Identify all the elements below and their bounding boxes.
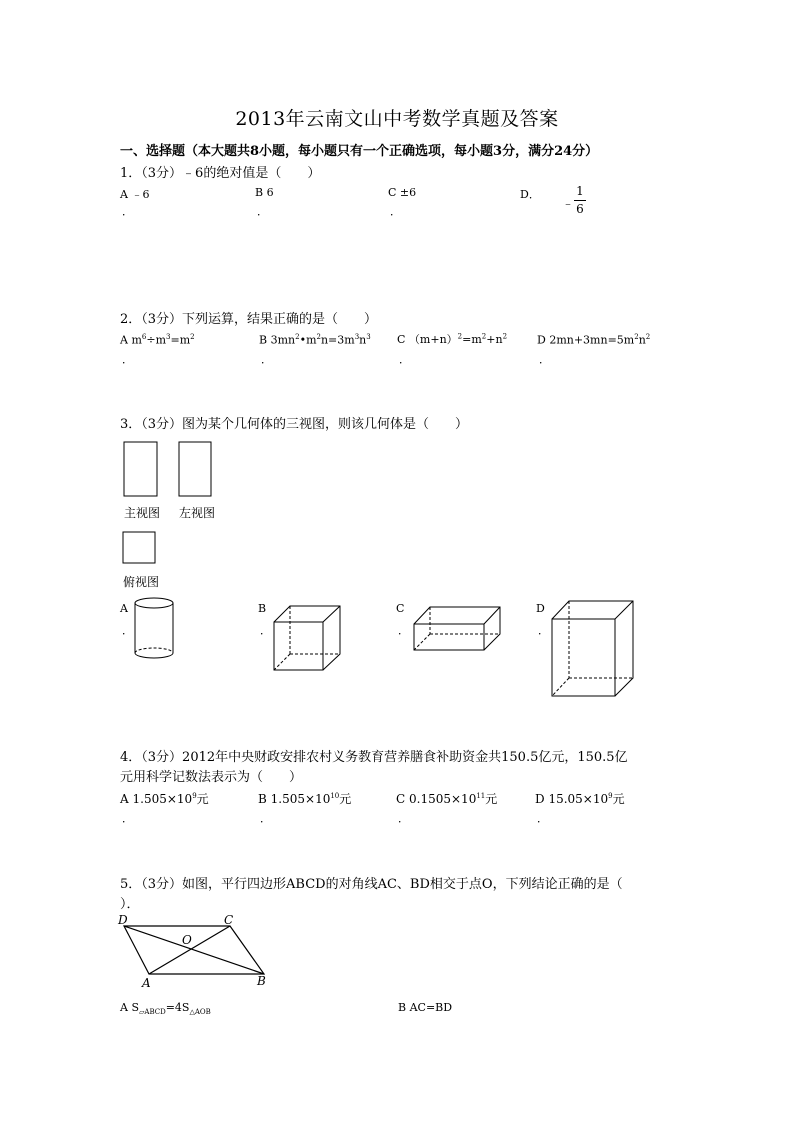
q1-option-a-dot: ．: [122, 205, 133, 218]
q2-option-d-dot: ．: [539, 353, 550, 366]
q1-option-a: A ﹣6: [120, 188, 150, 201]
q3-option-a-cylinder: [135, 598, 173, 658]
side-view-rect: [179, 442, 211, 496]
q3-option-d-letter: D: [536, 602, 545, 615]
q3-option-d-dot: ．: [538, 624, 549, 637]
q1-option-b-dot: ．: [257, 205, 268, 218]
front-view-label: 主视图: [124, 506, 161, 520]
page-title: 2013年云南文山中考数学真题及答案: [235, 108, 559, 130]
q3-option-d-tall-box: [552, 601, 633, 696]
question-5-stem-line1: 5．（3分）如图，平行四边形ABCD的对角线AC、BD相交于点O，下列结论正确的是（: [120, 877, 623, 892]
q4-option-a: A $1.505\times 10^9$元: [120, 792, 209, 806]
q3-option-c-letter: C: [396, 602, 405, 615]
q4-option-d: D $15.05\times 10^9$元: [535, 792, 625, 806]
q3-option-b-letter: B: [258, 602, 267, 615]
q2-option-c-dot: ．: [399, 353, 410, 366]
q1-option-d-denominator: 6: [576, 202, 584, 216]
section-heading: 一、选择题（本大题共8小题，每小题只有一个正确选项，每小题3分，满分24分）: [120, 144, 599, 159]
q3-option-b-dot: ．: [260, 624, 271, 637]
q4-option-c: C $0.1505\times 10^{11}$元: [396, 792, 498, 806]
top-view-label: 俯视图: [123, 575, 160, 589]
q2-option-c: C $(m+n)^2=m^2+n^2$: [397, 332, 508, 346]
question-5-stem-line2: ）．: [120, 897, 140, 912]
top-view-rect: [123, 532, 155, 563]
q3-option-a-letter: A: [120, 602, 128, 615]
question-3-stem: 3．（3分）图为某个几何体的三视图，则该几何体是（ ）: [120, 417, 469, 432]
q3-option-c-prism: [414, 607, 500, 650]
q4-option-d-dot: ．: [537, 812, 548, 825]
q2-option-b-dot: ．: [261, 353, 272, 366]
q2-option-b: B $3mn^2•m^2n=3m^3n^3$: [259, 333, 371, 347]
q5-point-c-label: C: [224, 913, 234, 927]
q4-option-b-dot: ．: [260, 812, 271, 825]
q2-option-d: D $2mn+3mn=5m^2n^2$: [537, 333, 651, 347]
q1-option-c-dot: ．: [390, 205, 401, 218]
q5-point-o-label: O: [182, 933, 192, 947]
q5-point-a-label: A: [142, 976, 151, 990]
question-1-stem: 1．（3分）﹣6的绝对值是（ ）: [120, 166, 321, 181]
front-view-rect: [124, 442, 157, 496]
q5-point-d-label: D: [118, 913, 128, 927]
q4-option-a-dot: ．: [122, 812, 133, 825]
q3-option-a-dot: ．: [122, 624, 133, 637]
q1-option-d: D．: [520, 188, 540, 201]
q5-option-b: B AC=BD: [398, 1001, 453, 1014]
q2-option-a: A $m^6\div m^3=m^2$: [120, 333, 195, 347]
q5-option-a: A $S_{▱ABCD}=4S_{\triangle AOB}$: [120, 1001, 211, 1017]
q4-option-c-dot: ．: [398, 812, 409, 825]
q3-option-b-cube: [274, 606, 340, 670]
q3-option-c-dot: ．: [398, 624, 409, 637]
question-2-stem: 2．（3分）下列运算，结果正确的是（ ）: [120, 312, 378, 327]
q5-parallelogram-figure: [124, 926, 264, 974]
question-4-stem-line2: 元用科学记数法表示为（ ）: [120, 770, 303, 785]
q4-option-b: B $1.505\times 10^{10}$元: [258, 792, 352, 806]
q1-option-c: C ±6: [388, 186, 417, 199]
q1-option-b: B 6: [255, 186, 274, 199]
q1-option-d-numerator: 1: [576, 184, 584, 198]
side-view-label: 左视图: [179, 506, 216, 520]
q2-option-a-dot: ．: [122, 353, 133, 366]
q5-point-b-label: B: [257, 974, 266, 988]
question-4-stem-line1: 4．（3分）2012年中央财政安排农村义务教育营养膳食补助资金共150.5亿元，150.5亿: [120, 750, 628, 765]
q1-option-d-minus: ﹣: [562, 196, 575, 210]
